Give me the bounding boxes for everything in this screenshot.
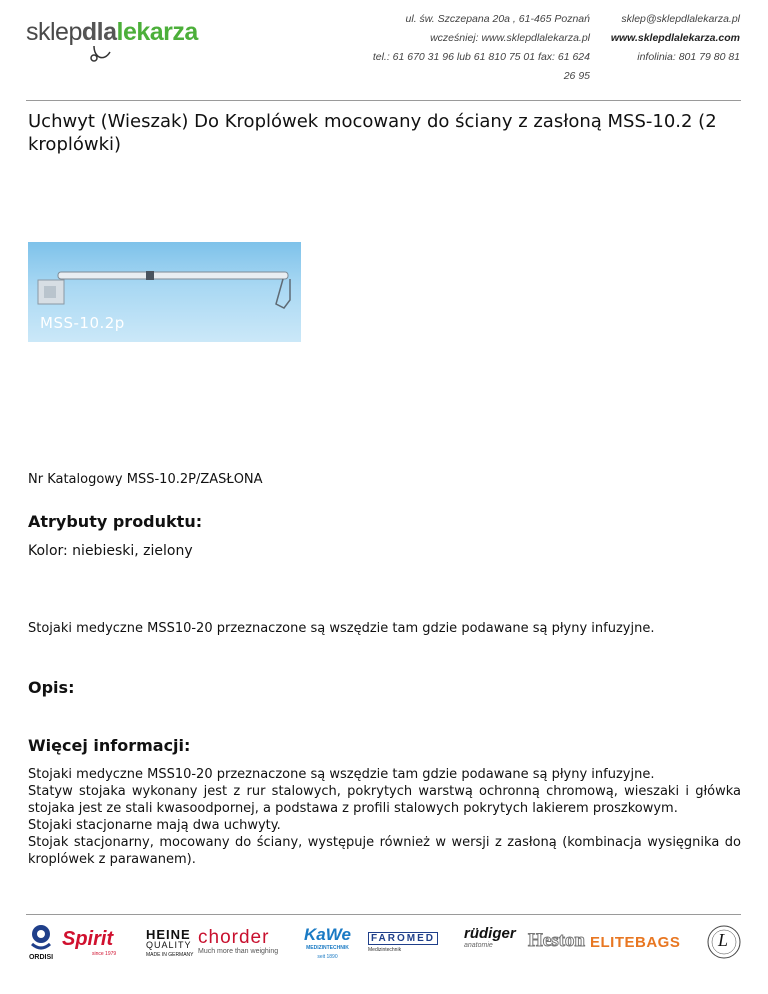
description-heading: Opis: [28,678,75,697]
site-logo[interactable] [26,18,206,64]
elitebags-label: ELITEBAGS [590,934,681,951]
more-info-paragraph: Stojak stacjonarny, mocowany do ściany, występuje również w wersji z zasłoną (kombinacja wysięgnika do kroplówek z parawanem). [28,835,741,867]
chorder-label: chorder [198,927,270,948]
former-website[interactable]: wcześniej: www.sklepdlalekarza.pl [430,32,590,44]
contact-address-block [360,10,590,86]
short-description: Stojaki medyczne MSS10-20 przeznaczone są wszędzie tam gdzie podawane są płyny infuzyjne. [28,621,655,636]
brand-chorder[interactable] [198,928,278,955]
rudiger-sub: anatomie [464,942,493,949]
chorder-tagline: Much more than weighing [198,948,279,955]
product-image-label: MSS-10.2p [40,314,125,332]
spirit-tagline: since 1979 [92,951,117,957]
faromed-sub: Medizintechnik [368,947,402,953]
littmann-letter: L [718,930,729,950]
product-color: Kolor: niebieski, zielony [28,543,193,559]
website-link[interactable]: www.sklepdlalekarza.com [610,32,740,44]
more-info-paragraph: Statyw stojaka wykonany jest z rur stalowych, pokrytych warstwą ochronną chromową, wieszaki i główka stojaka jest ze stali kwasoodpornej, a podstawa z profili stalowych pokrytych lakierem proszkowym. [28,784,741,816]
brand-faromed[interactable] [368,932,438,953]
header-divider [26,100,741,101]
logo-part-sklep: sklep [26,18,82,46]
brand-heston[interactable] [528,930,585,952]
product-image [28,242,301,342]
stethoscope-icon [90,44,130,64]
brand-heine[interactable] [146,927,194,960]
footer-divider [26,914,741,915]
brand-littmann[interactable] [706,924,742,965]
more-info-paragraph: Stojaki medyczne MSS10-20 przeznaczone są wszędzie tam gdzie podawane są płyny infuzyjne. [28,767,655,782]
kawe-sub: MEDIZINTECHNIK [306,945,349,951]
heine-quality: QUALITY [146,940,192,950]
heine-label: HEINE [146,927,191,942]
brand-ordisi[interactable] [26,924,56,961]
more-info-text [28,766,741,868]
kawe-since: seit 1890 [317,954,338,960]
catalog-number: Nr Katalogowy MSS-10.2P/ZASŁONA [28,472,263,487]
attributes-heading: Atrybuty produktu: [28,512,203,531]
brand-logos-row [26,922,742,970]
brand-rudiger[interactable] [464,925,516,952]
contact-online-block [600,10,740,67]
logo-part-lekarza: lekarza [116,18,198,46]
more-info-heading: Więcej informacji: [28,736,191,755]
phone-numbers: tel.: 61 670 31 96 lub 61 810 75 01 fax: 61 624 26 95 [372,51,590,82]
faromed-label: FAROMED [368,932,438,945]
logo-part-dla: dla [81,18,117,46]
heston-label: Heston [528,930,585,951]
kawe-label: KaWe [304,925,351,944]
heine-made-in: MADE IN GERMANY [146,952,194,958]
more-info-paragraph: Stojaki stacjonarne mają dwa uchwyty. [28,818,281,833]
product-title: Uchwyt (Wieszak) Do Kroplówek mocowany do ściany z zasłoną MSS-10.2 (2 kroplówki) [28,111,717,155]
address: ul. św. Szczepana 20a , 61-465 Poznań [405,13,590,25]
spirit-label: Spirit [62,928,114,950]
ordisi-label: ORDISI [28,954,54,961]
rudiger-label: rüdiger [464,925,516,942]
brand-spirit[interactable] [62,928,116,957]
brand-elitebags[interactable] [590,934,680,952]
ordisi-logo-icon [28,924,54,952]
hotline: infolinia: 801 79 80 81 [637,51,740,63]
email-link[interactable]: sklep@sklepdlalekarza.pl [621,13,740,25]
brand-kawe[interactable] [304,926,351,962]
